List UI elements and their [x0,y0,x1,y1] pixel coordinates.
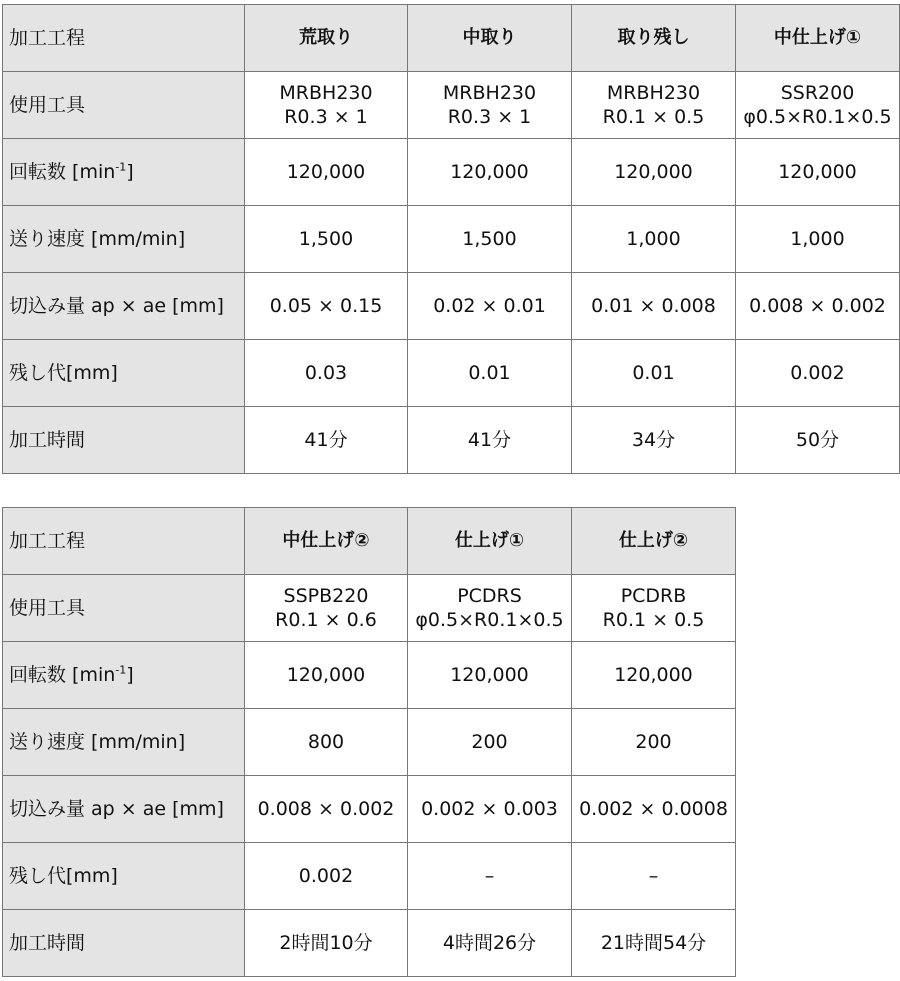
stock-allowance-cell: 0.01 [408,340,572,407]
tool-size: R0.3 × 1 [284,106,368,128]
machining-time-row [3,910,736,977]
feed-rate-cell: 1,000 [736,206,900,273]
machining-conditions-table-1 [2,4,900,474]
tool-name: MRBH230 [279,82,373,104]
tool-row-label: 使用工具 [3,575,245,642]
speed-label-text: 回転数 [min [9,161,116,183]
machining-time-cell: 34分 [572,407,736,474]
tool-name: SSR200 [780,82,855,104]
machining-time-row [3,407,900,474]
tool-name: PCDRS [457,585,522,607]
stock-allowance-cell: – [408,843,572,910]
depth-of-cut-row-label: 切込み量 ap × ae [mm] [3,776,245,843]
tool-cell [245,575,408,642]
speed-label-text: 回転数 [min [9,664,116,686]
stock-allowance-cell: – [572,843,736,910]
depth-of-cut-cell: 0.008 × 0.002 [736,273,900,340]
depth-of-cut-row-label: 切込み量 ap × ae [mm] [3,273,245,340]
depth-of-cut-row [3,776,736,843]
process-row-label: 加工工程 [3,5,245,72]
spindle-speed-cell: 120,000 [572,642,736,709]
stock-allowance-cell: 0.002 [736,340,900,407]
spindle-speed-cell: 120,000 [572,139,736,206]
machining-conditions-table-2 [2,507,736,977]
stock-allowance-row-label: 残し代[mm] [3,843,245,910]
depth-of-cut-cell: 0.02 × 0.01 [408,273,572,340]
tool-cell [245,72,408,139]
feed-rate-cell: 1,500 [408,206,572,273]
spindle-speed-cell: 120,000 [408,642,572,709]
depth-of-cut-cell: 0.008 × 0.002 [245,776,408,843]
tool-size: R0.3 × 1 [447,106,532,128]
feed-rate-cell: 200 [408,709,572,776]
tool-cell [408,575,572,642]
tool-cell [736,72,900,139]
stock-allowance-row-label: 残し代[mm] [3,340,245,407]
process-row [3,508,736,575]
machining-time-cell: 41分 [245,407,408,474]
process-header: 仕上げ① [408,508,572,575]
spindle-speed-row [3,642,736,709]
spindle-speed-cell: 120,000 [408,139,572,206]
spindle-speed-cell: 120,000 [245,642,408,709]
stock-allowance-cell: 0.01 [572,340,736,407]
feed-rate-row-label: 送り速度 [mm/min] [3,709,245,776]
spindle-speed-cell: 120,000 [245,139,408,206]
tool-cell [408,72,572,139]
machining-time-cell: 21時間54分 [572,910,736,977]
speed-label-exponent: -1 [115,663,127,677]
stock-allowance-cell: 0.002 [245,843,408,910]
depth-of-cut-cell: 0.002 × 0.0008 [572,776,736,843]
machining-time-cell: 41分 [408,407,572,474]
machining-time-cell: 50分 [736,407,900,474]
process-header: 荒取り [245,5,408,72]
process-row [3,5,900,72]
spindle-speed-row-label [3,642,245,709]
depth-of-cut-row [3,273,900,340]
tool-name: SSPB220 [283,585,369,607]
feed-rate-cell: 200 [572,709,736,776]
tool-size: φ0.5×R0.1×0.5 [743,106,892,128]
tool-name: MRBH230 [606,82,701,104]
tool-name: PCDRB [620,585,687,607]
tool-row [3,72,900,139]
machining-time-cell: 4時間26分 [408,910,572,977]
feed-rate-cell: 1,500 [245,206,408,273]
speed-label-close: ] [126,664,134,686]
tool-row-label: 使用工具 [3,72,245,139]
tool-cell [572,575,736,642]
tool-name: MRBH230 [442,82,537,104]
depth-of-cut-cell: 0.01 × 0.008 [572,273,736,340]
feed-rate-row [3,709,736,776]
process-header: 仕上げ② [572,508,736,575]
speed-label-close: ] [126,161,134,183]
stock-allowance-row [3,843,736,910]
feed-rate-cell: 1,000 [572,206,736,273]
machining-time-cell: 2時間10分 [245,910,408,977]
machining-time-row-label: 加工時間 [3,910,245,977]
process-header: 取り残し [572,5,736,72]
tool-size: R0.1 × 0.5 [602,609,705,631]
stock-allowance-cell: 0.03 [245,340,408,407]
depth-of-cut-cell: 0.05 × 0.15 [245,273,408,340]
tool-size: R0.1 × 0.5 [602,106,705,128]
stock-allowance-row [3,340,900,407]
tool-row [3,575,736,642]
depth-of-cut-cell: 0.002 × 0.003 [408,776,572,843]
feed-rate-row-label: 送り速度 [mm/min] [3,206,245,273]
spindle-speed-cell: 120,000 [736,139,900,206]
feed-rate-cell: 800 [245,709,408,776]
tool-size: φ0.5×R0.1×0.5 [415,609,564,631]
spindle-speed-row [3,139,900,206]
process-row-label: 加工工程 [3,508,245,575]
process-header: 中取り [408,5,572,72]
process-header: 中仕上げ① [736,5,900,72]
feed-rate-row [3,206,900,273]
machining-time-row-label: 加工時間 [3,407,245,474]
tool-cell [572,72,736,139]
speed-label-exponent: -1 [115,160,127,174]
tool-size: R0.1 × 0.6 [275,609,377,631]
process-header: 中仕上げ② [245,508,408,575]
spindle-speed-row-label [3,139,245,206]
